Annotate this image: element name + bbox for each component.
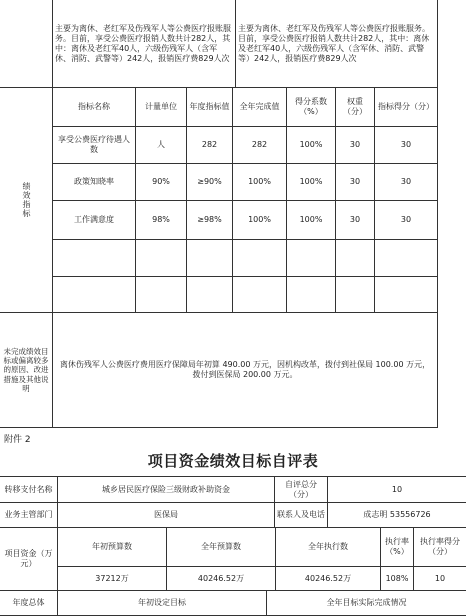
cell-text: 90%: [152, 177, 170, 186]
label-text: 自评总分（分）: [285, 479, 317, 499]
cell-text: 282: [201, 140, 218, 149]
overall-label: [0, 590, 58, 616]
value-text: 37212万: [95, 573, 129, 583]
table-row-2-coefficient: [286, 163, 336, 201]
dept-value: [57, 502, 275, 528]
table-row-5-coefficient: [286, 276, 336, 313]
cell-text: 100%: [248, 177, 271, 186]
page-title: 项目资金绩效目标自评表: [147, 452, 319, 470]
table-row-3-name: [52, 200, 136, 240]
cell-text: 30: [349, 177, 361, 186]
summary-left-cell: [52, 0, 236, 88]
funds-header-initial: [57, 527, 167, 567]
funds-value-executed: [275, 566, 381, 591]
label-text: 年度总体: [12, 598, 45, 607]
table-row-1-weight: [335, 126, 375, 164]
cell-text: 政策知晓率: [74, 177, 114, 186]
value-text: 成志明 53556726: [363, 510, 431, 519]
cell-text: 282: [251, 140, 268, 149]
table-row-5-score: [374, 276, 438, 313]
funds-value-rate: [380, 566, 414, 591]
funds-value-annual: [166, 566, 276, 591]
funds-header-rate-score: [413, 527, 466, 567]
summary-left-text: 主要为离休、老红军及伤残军人等公费医疗报账服务。目前，享受公费医疗报销人数共计282人，其中：离休及老红军40人，六级伤残军人（含军休、消防、武警等）242人，报销医疗费829人次: [55, 23, 231, 63]
cell-text: 100%: [299, 177, 323, 186]
unfinished-text: 离休伤残军人公费医疗费用医疗保障局年初算 490.00 万元，因机构改革，拨付到社保局 100.00 万元，拨付到医保局 200.00 万元。: [59, 360, 431, 379]
header-text: 得分系数（%）: [295, 97, 327, 116]
table-row-4-coefficient: [286, 239, 336, 277]
header-weight: [335, 87, 375, 127]
cell-text: 100%: [248, 215, 271, 224]
header-coefficient: [286, 87, 336, 127]
table-row-5-name: [52, 276, 136, 313]
table-row-1-score: [374, 126, 438, 164]
funds-header-annual: [166, 527, 276, 567]
table-row-3-unit: [135, 200, 187, 240]
table-row-2-name: [52, 163, 136, 201]
header-text: 年初预算数: [92, 542, 132, 551]
header-text: 年初设定目标: [138, 598, 186, 607]
table-row-5-unit: [135, 276, 187, 313]
transfer-name-value: [57, 476, 275, 503]
summary-right-cell: [235, 0, 438, 88]
label-text: 转移支付名称: [4, 484, 53, 494]
performance-indicator-side-label: [0, 87, 53, 313]
header-text: 全年目标实际完成情况: [326, 598, 407, 607]
cell-text: 工作满意度: [74, 215, 114, 224]
cell-text: 30: [400, 140, 412, 149]
label-text: 项目资金（万元）: [4, 549, 53, 568]
table-row-2-unit: [135, 163, 187, 201]
table-row-5-target: [186, 276, 233, 313]
table-row-3-weight: [335, 200, 375, 240]
value-text: 40246.52万: [197, 573, 245, 583]
contact-label: [274, 502, 328, 528]
header-unit: [135, 87, 187, 127]
cell-text: 30: [400, 215, 412, 224]
table-row-2-weight: [335, 163, 375, 201]
unfinished-label-cell: [0, 312, 53, 428]
overall-initial-target-header: [57, 590, 267, 616]
header-actual: [232, 87, 287, 127]
header-text: 指标得分（分）: [378, 102, 434, 111]
value-text: 10: [391, 484, 403, 494]
header-text: 年度指标值: [189, 102, 230, 111]
header-indicator-name: [52, 87, 136, 127]
overall-actual-header: [266, 590, 466, 616]
label-text: 业务主管部门: [4, 510, 53, 519]
table-row-3-score: [374, 200, 438, 240]
header-text: 计量单位: [145, 102, 177, 111]
dept-label: [0, 502, 58, 528]
unfinished-label: 未完成绩效目标或偏离较多的原因、改进措施及其他说明: [3, 346, 49, 394]
table-row-4-actual: [232, 239, 287, 277]
contact-value: [327, 502, 466, 528]
table-row-1-target: [186, 126, 233, 164]
cell-text: 30: [400, 177, 412, 186]
table-row-1-actual: [232, 126, 287, 164]
table-row-4-name: [52, 239, 136, 277]
value-text: 城乡居民医疗保险三级财政补助资金: [102, 484, 230, 494]
cell-text: ≥98%: [197, 215, 222, 224]
table-row-4-weight: [335, 239, 375, 277]
value-text: 医保局: [154, 510, 178, 519]
cell-text: 98%: [152, 215, 170, 224]
funds-value-initial: [57, 566, 167, 591]
table-row-1-unit: [135, 126, 187, 164]
table-row-3-coefficient: [286, 200, 336, 240]
header-text: 执行率得分（分）: [420, 537, 460, 556]
cell-text: 30: [349, 215, 361, 224]
funds-value-rate-score: [413, 566, 466, 591]
table-row-1-coefficient: [286, 126, 336, 164]
table-row-4-score: [374, 239, 438, 277]
funds-label: [0, 527, 58, 591]
transfer-name-label: [0, 476, 58, 503]
cell-text: 100%: [299, 140, 323, 149]
funds-header-executed: [275, 527, 381, 567]
table-row-2-score: [374, 163, 438, 201]
header-score: [374, 87, 438, 127]
cell-text: 100%: [299, 215, 323, 224]
value-text: 10: [434, 573, 446, 583]
score-label: [274, 476, 328, 503]
unfinished-text-cell: [52, 312, 438, 428]
table-row-2-actual: [232, 163, 287, 201]
label-text: 联系人及电话: [277, 510, 325, 519]
side-label-text: 绩效指标: [22, 182, 31, 218]
header-annual-target: [186, 87, 233, 127]
header-text: 全年完成值: [239, 102, 280, 111]
table-row-3-target: [186, 200, 233, 240]
summary-right-text: 主要为离休、老红军及伤残军人等公费医疗报账服务。目前，享受公费医疗报销人数共计282人，其中：离休及老红军40人，六级伤残军人（含军休、消防、武警等）242人，报销医疗费829人次: [238, 23, 430, 63]
table-row-3-actual: [232, 200, 287, 240]
summary-side-cell: [0, 0, 53, 88]
value-text: 108%: [385, 573, 409, 583]
table-row-4-target: [186, 239, 233, 277]
value-text: 40246.52万: [304, 573, 352, 583]
header-text: 指标名称: [78, 102, 110, 111]
table-row-1-name: [52, 126, 136, 164]
cell-text: 人: [157, 140, 165, 149]
score-value: [327, 476, 466, 503]
cell-text: ≥90%: [197, 177, 222, 186]
funds-header-rate: [380, 527, 414, 567]
header-text: 全年执行数: [308, 542, 348, 551]
table-row-5-actual: [232, 276, 287, 313]
table-row-2-target: [186, 163, 233, 201]
cell-text: 享受公费医疗待遇人数: [58, 135, 130, 154]
header-text: 权重（分）: [343, 97, 367, 116]
header-text: 全年预算数: [201, 542, 241, 551]
table-row-4-unit: [135, 239, 187, 277]
header-text: 执行率（%）: [385, 537, 409, 556]
cell-text: 30: [349, 140, 361, 149]
table-row-5-weight: [335, 276, 375, 313]
attachment-label: 附件 2: [4, 435, 31, 445]
